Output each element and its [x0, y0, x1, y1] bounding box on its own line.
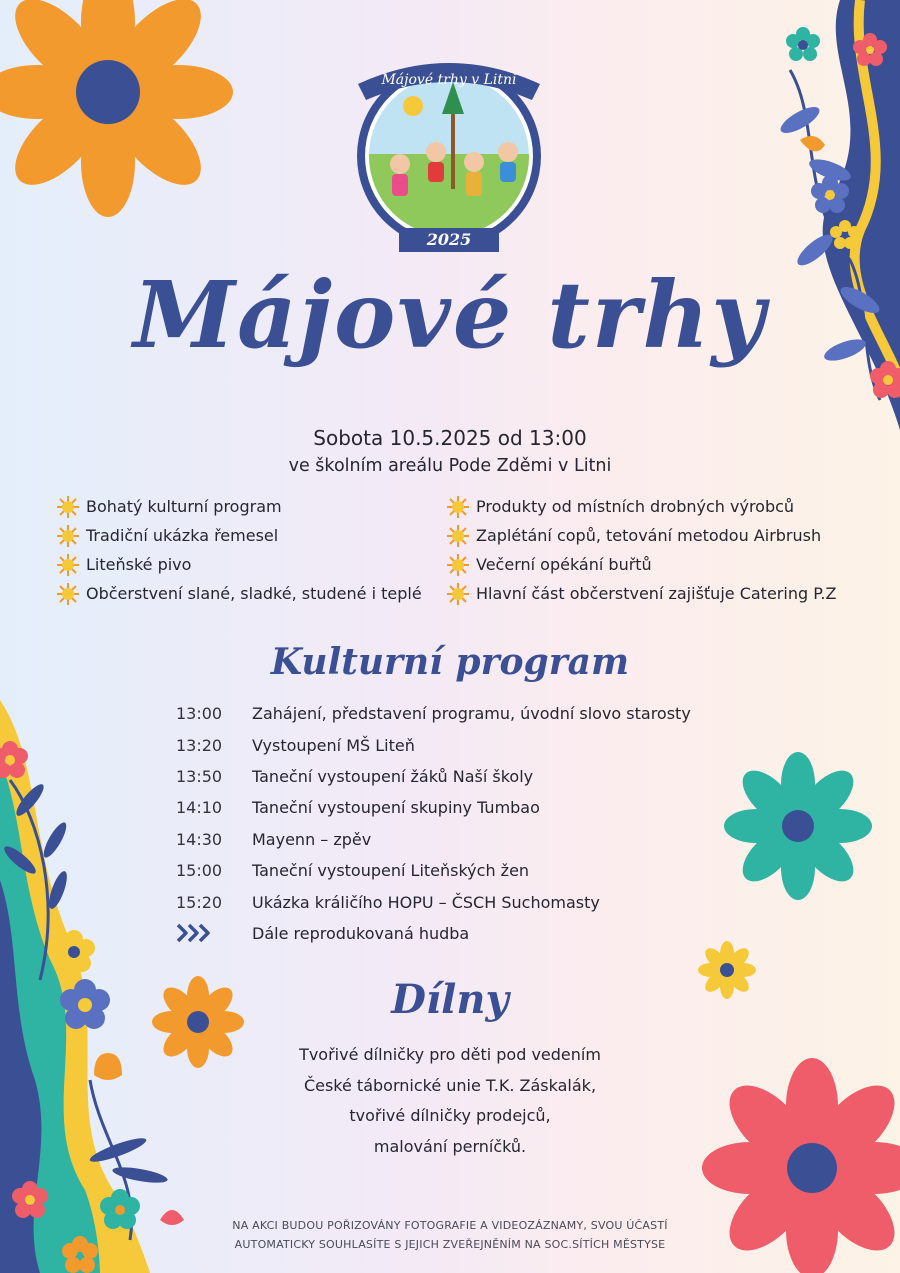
badge-illustration — [348, 44, 550, 256]
workshops-line: malování perníčků. — [373, 1136, 527, 1156]
list-item — [56, 492, 422, 521]
teal-flower-icon — [724, 752, 872, 900]
features-right-list — [446, 492, 836, 608]
schedule-activity: Mayenn – zpěv — [252, 829, 372, 849]
schedule-time: 15:20 — [176, 892, 223, 912]
feature-text: Večerní opékání buřtů — [476, 555, 652, 574]
schedule-activity: Taneční vystoupení Liteňských žen — [252, 861, 530, 881]
badge-year: 2025 — [426, 230, 472, 249]
event-date: Sobota 10.5.2025 od 13:00 — [313, 426, 587, 450]
feature-text: Produkty od místních drobných výrobců — [476, 497, 795, 516]
footer-notice — [0, 1216, 900, 1254]
schedule-activity: Taneční vystoupení žáků Naší školy — [252, 766, 534, 786]
feature-text: Hlavní část občerstvení zajišťuje Catering P.Z — [476, 584, 837, 603]
features-left-list — [56, 492, 422, 608]
schedule-row — [176, 729, 736, 760]
schedule-time: 14:30 — [176, 829, 223, 849]
list-item — [56, 550, 422, 579]
sun-icon — [446, 553, 470, 577]
event-logo-badge — [348, 44, 550, 256]
schedule-time: 13:50 — [176, 766, 223, 786]
feature-text: Tradiční ukázka řemesel — [86, 526, 279, 545]
schedule-activity: Taneční vystoupení skupiny Tumbao — [252, 798, 540, 818]
sun-icon — [446, 495, 470, 519]
sun-icon — [56, 524, 80, 548]
schedule-row — [176, 886, 736, 917]
list-item — [446, 521, 836, 550]
schedule-activity: Ukázka králičího HOPU – ČSCH Suchomasty — [252, 892, 600, 912]
sun-icon — [446, 582, 470, 606]
orange-flower-icon — [0, 0, 233, 217]
workshops-text — [0, 1040, 900, 1162]
list-item — [56, 579, 422, 608]
footer-line: NA AKCI BUDOU POŘIZOVÁNY FOTOGRAFIE A VIDEOZÁZNAMY, SVOU ÚČASTÍ — [232, 1219, 668, 1232]
program-heading: Kulturní program — [270, 641, 630, 683]
list-item — [446, 550, 836, 579]
schedule-row — [176, 761, 736, 792]
schedule-row — [176, 698, 736, 729]
feature-text: Zaplétání copů, tetování metodou Airbrush — [476, 526, 822, 545]
sun-icon — [56, 553, 80, 577]
event-venue: ve školním areálu Pode Zděmi v Litni — [288, 456, 612, 476]
schedule-row — [176, 855, 736, 886]
sun-icon — [446, 524, 470, 548]
sun-icon — [56, 495, 80, 519]
pink-small-flower-icon — [0, 741, 28, 778]
page-title: Májové trhy — [133, 261, 767, 369]
feature-text: Občerstvení slané, sladké, studené i teplé — [86, 584, 422, 603]
schedule-time: 13:00 — [176, 704, 223, 724]
chevron-right-icon — [176, 923, 252, 943]
schedule-time: 13:20 — [176, 735, 223, 755]
schedule-time: 14:10 — [176, 798, 223, 818]
feature-text: Bohatý kulturní program — [86, 497, 282, 516]
schedule-activity: Zahájení, představení programu, úvodní slovo starosty — [252, 704, 691, 724]
feature-text: Liteňské pivo — [86, 555, 192, 574]
footer-line: AUTOMATICKY SOUHLASÍTE S JEJICH ZVEŘEJNĚNÍM NA SOC.SÍTÍCH MĚSTYSE — [234, 1238, 666, 1251]
program-schedule — [176, 698, 736, 949]
workshops-line: České tábornické unie T.K. Záskalák, — [303, 1075, 597, 1095]
teal-small-flower-icon — [786, 27, 820, 61]
list-item — [446, 492, 836, 521]
list-item — [56, 521, 422, 550]
workshops-heading: Dílny — [391, 976, 509, 1023]
schedule-activity: Vystoupení MŠ Liteň — [252, 735, 415, 755]
schedule-time: 15:00 — [176, 861, 223, 881]
sun-icon — [56, 582, 80, 606]
schedule-row — [176, 918, 736, 949]
workshops-line: Tvořivé dílničky pro děti pod vedením — [299, 1045, 601, 1064]
schedule-row — [176, 824, 736, 855]
schedule-activity: Dále reprodukovaná hudba — [252, 923, 470, 943]
schedule-row — [176, 792, 736, 823]
workshops-line: tvořivé dílničky prodejců, — [349, 1106, 551, 1125]
badge-arc-text: Májové trhy v Litni — [381, 72, 517, 88]
list-item — [446, 579, 836, 608]
